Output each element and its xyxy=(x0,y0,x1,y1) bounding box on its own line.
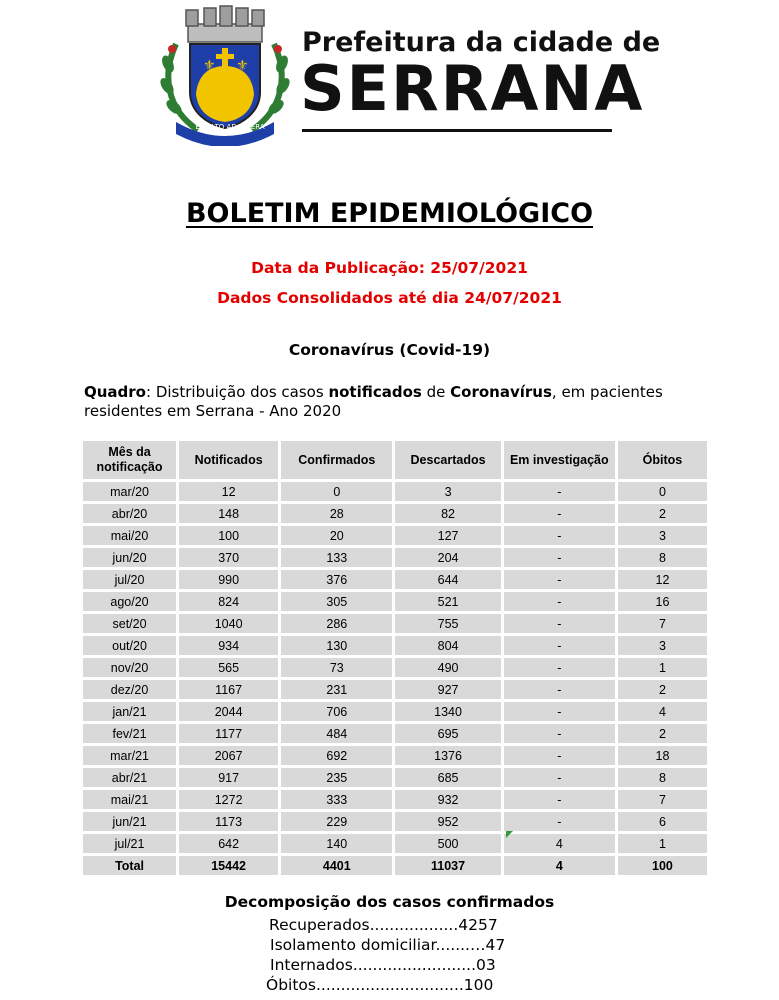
cell-notified: 990 xyxy=(179,570,278,589)
cell-investigation: - xyxy=(504,746,615,765)
header xyxy=(0,0,779,150)
motto-ribbon-text: EX ALTO AD SIDERA xyxy=(195,123,265,131)
cell-investigation: - xyxy=(504,680,615,699)
cell-month: mai/20 xyxy=(83,526,176,545)
header-notified: Notificados xyxy=(179,441,278,479)
cell-notified: 824 xyxy=(179,592,278,611)
table-row xyxy=(83,614,707,633)
cell-discarded: 804 xyxy=(395,636,500,655)
table-row xyxy=(83,812,707,831)
total-investigation: 4 xyxy=(504,856,615,875)
cell-month: abr/21 xyxy=(83,768,176,787)
table-row xyxy=(83,790,707,809)
cell-notified: 100 xyxy=(179,526,278,545)
cell-deaths: 8 xyxy=(618,768,707,787)
table-row xyxy=(83,834,707,853)
decomposition-line-hospitalized: Internados.........................03 xyxy=(270,956,496,974)
cell-confirmed: 305 xyxy=(281,592,392,611)
cell-discarded: 1340 xyxy=(395,702,500,721)
cell-month: jan/21 xyxy=(83,702,176,721)
total-discarded: 11037 xyxy=(395,856,500,875)
cell-deaths: 7 xyxy=(618,790,707,809)
cell-discarded: 204 xyxy=(395,548,500,567)
cell-month: jul/21 xyxy=(83,834,176,853)
cell-month: jul/20 xyxy=(83,570,176,589)
total-month: Total xyxy=(83,856,176,875)
cell-investigation: - xyxy=(504,768,615,787)
cell-confirmed: 231 xyxy=(281,680,392,699)
table-row xyxy=(83,724,707,743)
cell-month: mar/20 xyxy=(83,482,176,501)
city-prefix: Prefeitura da cidade de xyxy=(302,27,661,58)
table-header-row xyxy=(83,441,707,479)
bulletin-title: BOLETIM EPIDEMIOLÓGICO xyxy=(185,198,594,229)
cell-confirmed: 28 xyxy=(281,504,392,523)
cell-investigation: - xyxy=(504,790,615,809)
cell-discarded: 82 xyxy=(395,504,500,523)
cell-deaths: 12 xyxy=(618,570,707,589)
cell-discarded: 1376 xyxy=(395,746,500,765)
cell-deaths: 0 xyxy=(618,482,707,501)
cell-deaths: 2 xyxy=(618,504,707,523)
decomposition-line-deaths: Óbitos..............................100 xyxy=(266,976,494,994)
cell-confirmed: 286 xyxy=(281,614,392,633)
table-row xyxy=(83,592,707,611)
cell-discarded: 500 xyxy=(395,834,500,853)
cell-confirmed: 235 xyxy=(281,768,392,787)
cell-deaths: 1 xyxy=(618,834,707,853)
table-row xyxy=(83,680,707,699)
cell-confirmed: 20 xyxy=(281,526,392,545)
cell-investigation: - xyxy=(504,724,615,743)
cell-confirmed: 130 xyxy=(281,636,392,655)
cell-discarded: 932 xyxy=(395,790,500,809)
cell-discarded: 755 xyxy=(395,614,500,633)
cell-notified: 1040 xyxy=(179,614,278,633)
cell-confirmed: 229 xyxy=(281,812,392,831)
cell-deaths: 2 xyxy=(618,680,707,699)
cell-discarded: 3 xyxy=(395,482,500,501)
cell-notified: 1167 xyxy=(179,680,278,699)
cell-month: nov/20 xyxy=(83,658,176,677)
cell-month: abr/20 xyxy=(83,504,176,523)
cell-deaths: 2 xyxy=(618,724,707,743)
cell-deaths: 16 xyxy=(618,592,707,611)
table-total-row xyxy=(83,856,707,875)
cell-notified: 934 xyxy=(179,636,278,655)
cell-month: out/20 xyxy=(83,636,176,655)
cell-investigation: - xyxy=(504,658,615,677)
cell-notified: 565 xyxy=(179,658,278,677)
header-confirmed: Confirmados xyxy=(281,441,392,479)
cell-investigation: - xyxy=(504,570,615,589)
table-row xyxy=(83,548,707,567)
cell-investigation: - xyxy=(504,702,615,721)
table-row xyxy=(83,702,707,721)
decomposition-line-recovered: Recuperados..................4257 xyxy=(269,916,498,934)
cell-confirmed: 0 xyxy=(281,482,392,501)
cell-notified: 12 xyxy=(179,482,278,501)
cell-investigation: - xyxy=(504,482,615,501)
svg-text:⚜: ⚜ xyxy=(203,58,216,74)
table-row xyxy=(83,658,707,677)
cell-month: ago/20 xyxy=(83,592,176,611)
table-row xyxy=(83,526,707,545)
cell-confirmed: 140 xyxy=(281,834,392,853)
header-investigation: Em investigação xyxy=(504,441,615,479)
cell-month: jun/20 xyxy=(83,548,176,567)
cell-month: mar/21 xyxy=(83,746,176,765)
decomposition-title: Decomposição dos casos confirmados xyxy=(224,893,555,911)
table-row xyxy=(83,570,707,589)
cell-confirmed: 376 xyxy=(281,570,392,589)
cell-deaths: 3 xyxy=(618,636,707,655)
header-rule xyxy=(302,129,612,132)
cell-discarded: 490 xyxy=(395,658,500,677)
cell-investigation: - xyxy=(504,614,615,633)
cell-confirmed: 133 xyxy=(281,548,392,567)
subject-heading: Coronavírus (Covid-19) xyxy=(288,341,491,359)
header-discarded: Descartados xyxy=(395,441,500,479)
cell-notified: 148 xyxy=(179,504,278,523)
cell-deaths: 3 xyxy=(618,526,707,545)
header-deaths: Óbitos xyxy=(618,441,707,479)
table-row xyxy=(83,768,707,787)
cell-notified: 2044 xyxy=(179,702,278,721)
total-deaths: 100 xyxy=(618,856,707,875)
cell-investigation: - xyxy=(504,636,615,655)
cell-notified: 642 xyxy=(179,834,278,853)
cell-notified: 1173 xyxy=(179,812,278,831)
cell-investigation: - xyxy=(504,548,615,567)
cell-discarded: 521 xyxy=(395,592,500,611)
cell-discarded: 952 xyxy=(395,812,500,831)
cell-notified: 1177 xyxy=(179,724,278,743)
table-row xyxy=(83,482,707,501)
total-notified: 15442 xyxy=(179,856,278,875)
cell-investigation: - xyxy=(504,504,615,523)
city-name: SERRANA xyxy=(300,52,645,125)
cell-deaths: 18 xyxy=(618,746,707,765)
cell-deaths: 4 xyxy=(618,702,707,721)
cell-notified: 917 xyxy=(179,768,278,787)
decomposition-line-home-isolation: Isolamento domiciliar.......…47 xyxy=(270,936,506,954)
cell-discarded: 695 xyxy=(395,724,500,743)
cell-deaths: 6 xyxy=(618,812,707,831)
cell-deaths: 1 xyxy=(618,658,707,677)
total-confirmed: 4401 xyxy=(281,856,392,875)
decomposition-list xyxy=(262,915,562,995)
cell-notified: 1272 xyxy=(179,790,278,809)
cell-deaths: 7 xyxy=(618,614,707,633)
cell-notified: 370 xyxy=(179,548,278,567)
publication-date: Data da Publicação: 25/07/2021 xyxy=(251,259,528,277)
cases-table xyxy=(80,438,710,878)
cell-investigation: 4 xyxy=(504,834,615,853)
cell-discarded: 127 xyxy=(395,526,500,545)
cell-confirmed: 333 xyxy=(281,790,392,809)
cell-confirmed: 484 xyxy=(281,724,392,743)
cell-comment-marker-icon xyxy=(506,831,513,838)
cell-discarded: 927 xyxy=(395,680,500,699)
cell-discarded: 644 xyxy=(395,570,500,589)
cell-investigation: - xyxy=(504,592,615,611)
cell-month: set/20 xyxy=(83,614,176,633)
cell-confirmed: 706 xyxy=(281,702,392,721)
cell-month: fev/21 xyxy=(83,724,176,743)
cell-confirmed: 692 xyxy=(281,746,392,765)
table-row xyxy=(83,636,707,655)
header-month: Mês da notificação xyxy=(83,441,176,479)
svg-text:⚜: ⚜ xyxy=(236,58,249,74)
table-row xyxy=(83,504,707,523)
cell-discarded: 685 xyxy=(395,768,500,787)
table-row xyxy=(83,746,707,765)
table-caption: Quadro: Distribuição dos casos notificados de Coronavírus, em pacientes residentes em Serrana - Ano 2020 xyxy=(84,383,663,420)
cell-deaths: 8 xyxy=(618,548,707,567)
consolidated-date: Dados Consolidados até dia 24/07/2021 xyxy=(217,289,562,307)
cell-notified: 2067 xyxy=(179,746,278,765)
cell-month: mai/21 xyxy=(83,790,176,809)
cell-investigation: - xyxy=(504,526,615,545)
cell-month: dez/20 xyxy=(83,680,176,699)
cell-investigation: - xyxy=(504,812,615,831)
cell-confirmed: 73 xyxy=(281,658,392,677)
cell-month: jun/21 xyxy=(83,812,176,831)
